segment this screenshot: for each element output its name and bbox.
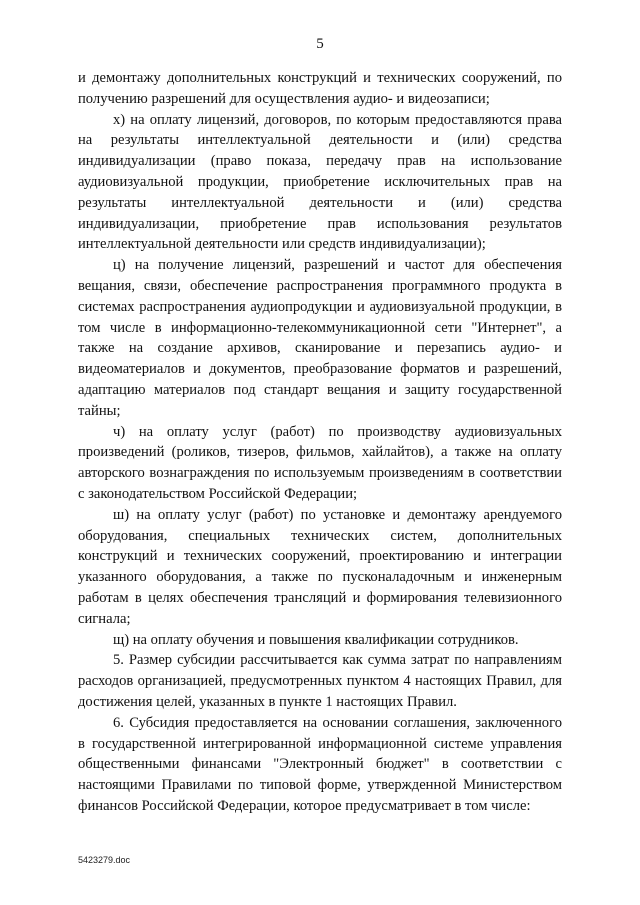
- paragraph-item-shcha: щ) на оплату обучения и повышения квалификации сотрудников.: [113, 631, 519, 648]
- paragraph-item-sha: ш) на оплату услуг (работ) по установке и демонтажу арендуемого оборудования, специальных технических систем, дополнительных конструкций и технических сооружений, проектированию и интеграции указанного оборудования, а также по пусконаладочным и инженерным работам в целях обеспечения трансляций и формирования телевизионного сигнала;: [78, 506, 562, 627]
- paragraph-section-5: 5. Размер субсидии рассчитывается как сумма затрат по направлениям расходов организацией, предусмотренных пунктом 4 настоящих Правил, для достижения целей, указанных в пункте 1 настоящих Правил.: [78, 652, 562, 710]
- paragraph-continuation: и демонтажу дополнительных конструкций и технических сооружений, по получению разрешений для осуществления аудио- и видеозаписи;: [78, 70, 562, 107]
- paragraph-item-tse: ц) на получение лицензий, разрешений и частот для обеспечения вещания, связи, обеспечение распространения программного продукта в системах распространения аудиопродукции и аудиовизуальной продукции, в том числе в информационно-телекоммуникационной сети "Интернет", а также на создание архивов, сканирование и перезапись аудио- и видеоматериалов и документов, преобразование форматов и разрешений, адаптацию материалов под стандарт вещания и защиту государственной тайны;: [78, 257, 562, 419]
- paragraph-item-che: ч) на оплату услуг (работ) по производству аудиовизуальных произведений (роликов, тизеров, фильмов, хайлайтов), а также на оплату авторского вознаграждения по используемым произведениям в соответствии с законодательством Российской Федерации;: [78, 423, 562, 502]
- paragraph-item-kha: х) на оплату лицензий, договоров, по которым предоставляются права на результаты интеллектуальной деятельности и (или) средства индивидуализации (право показа, передачу прав на использование аудиовизуальной продукции, приобретение исключительных прав на результаты интеллектуальной деятельности и (или) средства индивидуализации, приобретение прав использования результатов интеллектуальной деятельности или средств индивидуализации);: [78, 111, 562, 253]
- page-number: 5: [316, 36, 324, 52]
- paragraph-section-6: 6. Субсидия предоставляется на основании соглашения, заключенного в государственной интегрированной информационной системе управления общественными финансами "Электронный бюджет" в соответствии с настоящими Правилами по типовой форме, утвержденной Министерством финансов Российской Федерации, которое предусматривает в том числе:: [78, 714, 562, 814]
- document-body: [78, 68, 562, 817]
- footer-filename: 5423279.doc: [78, 855, 131, 865]
